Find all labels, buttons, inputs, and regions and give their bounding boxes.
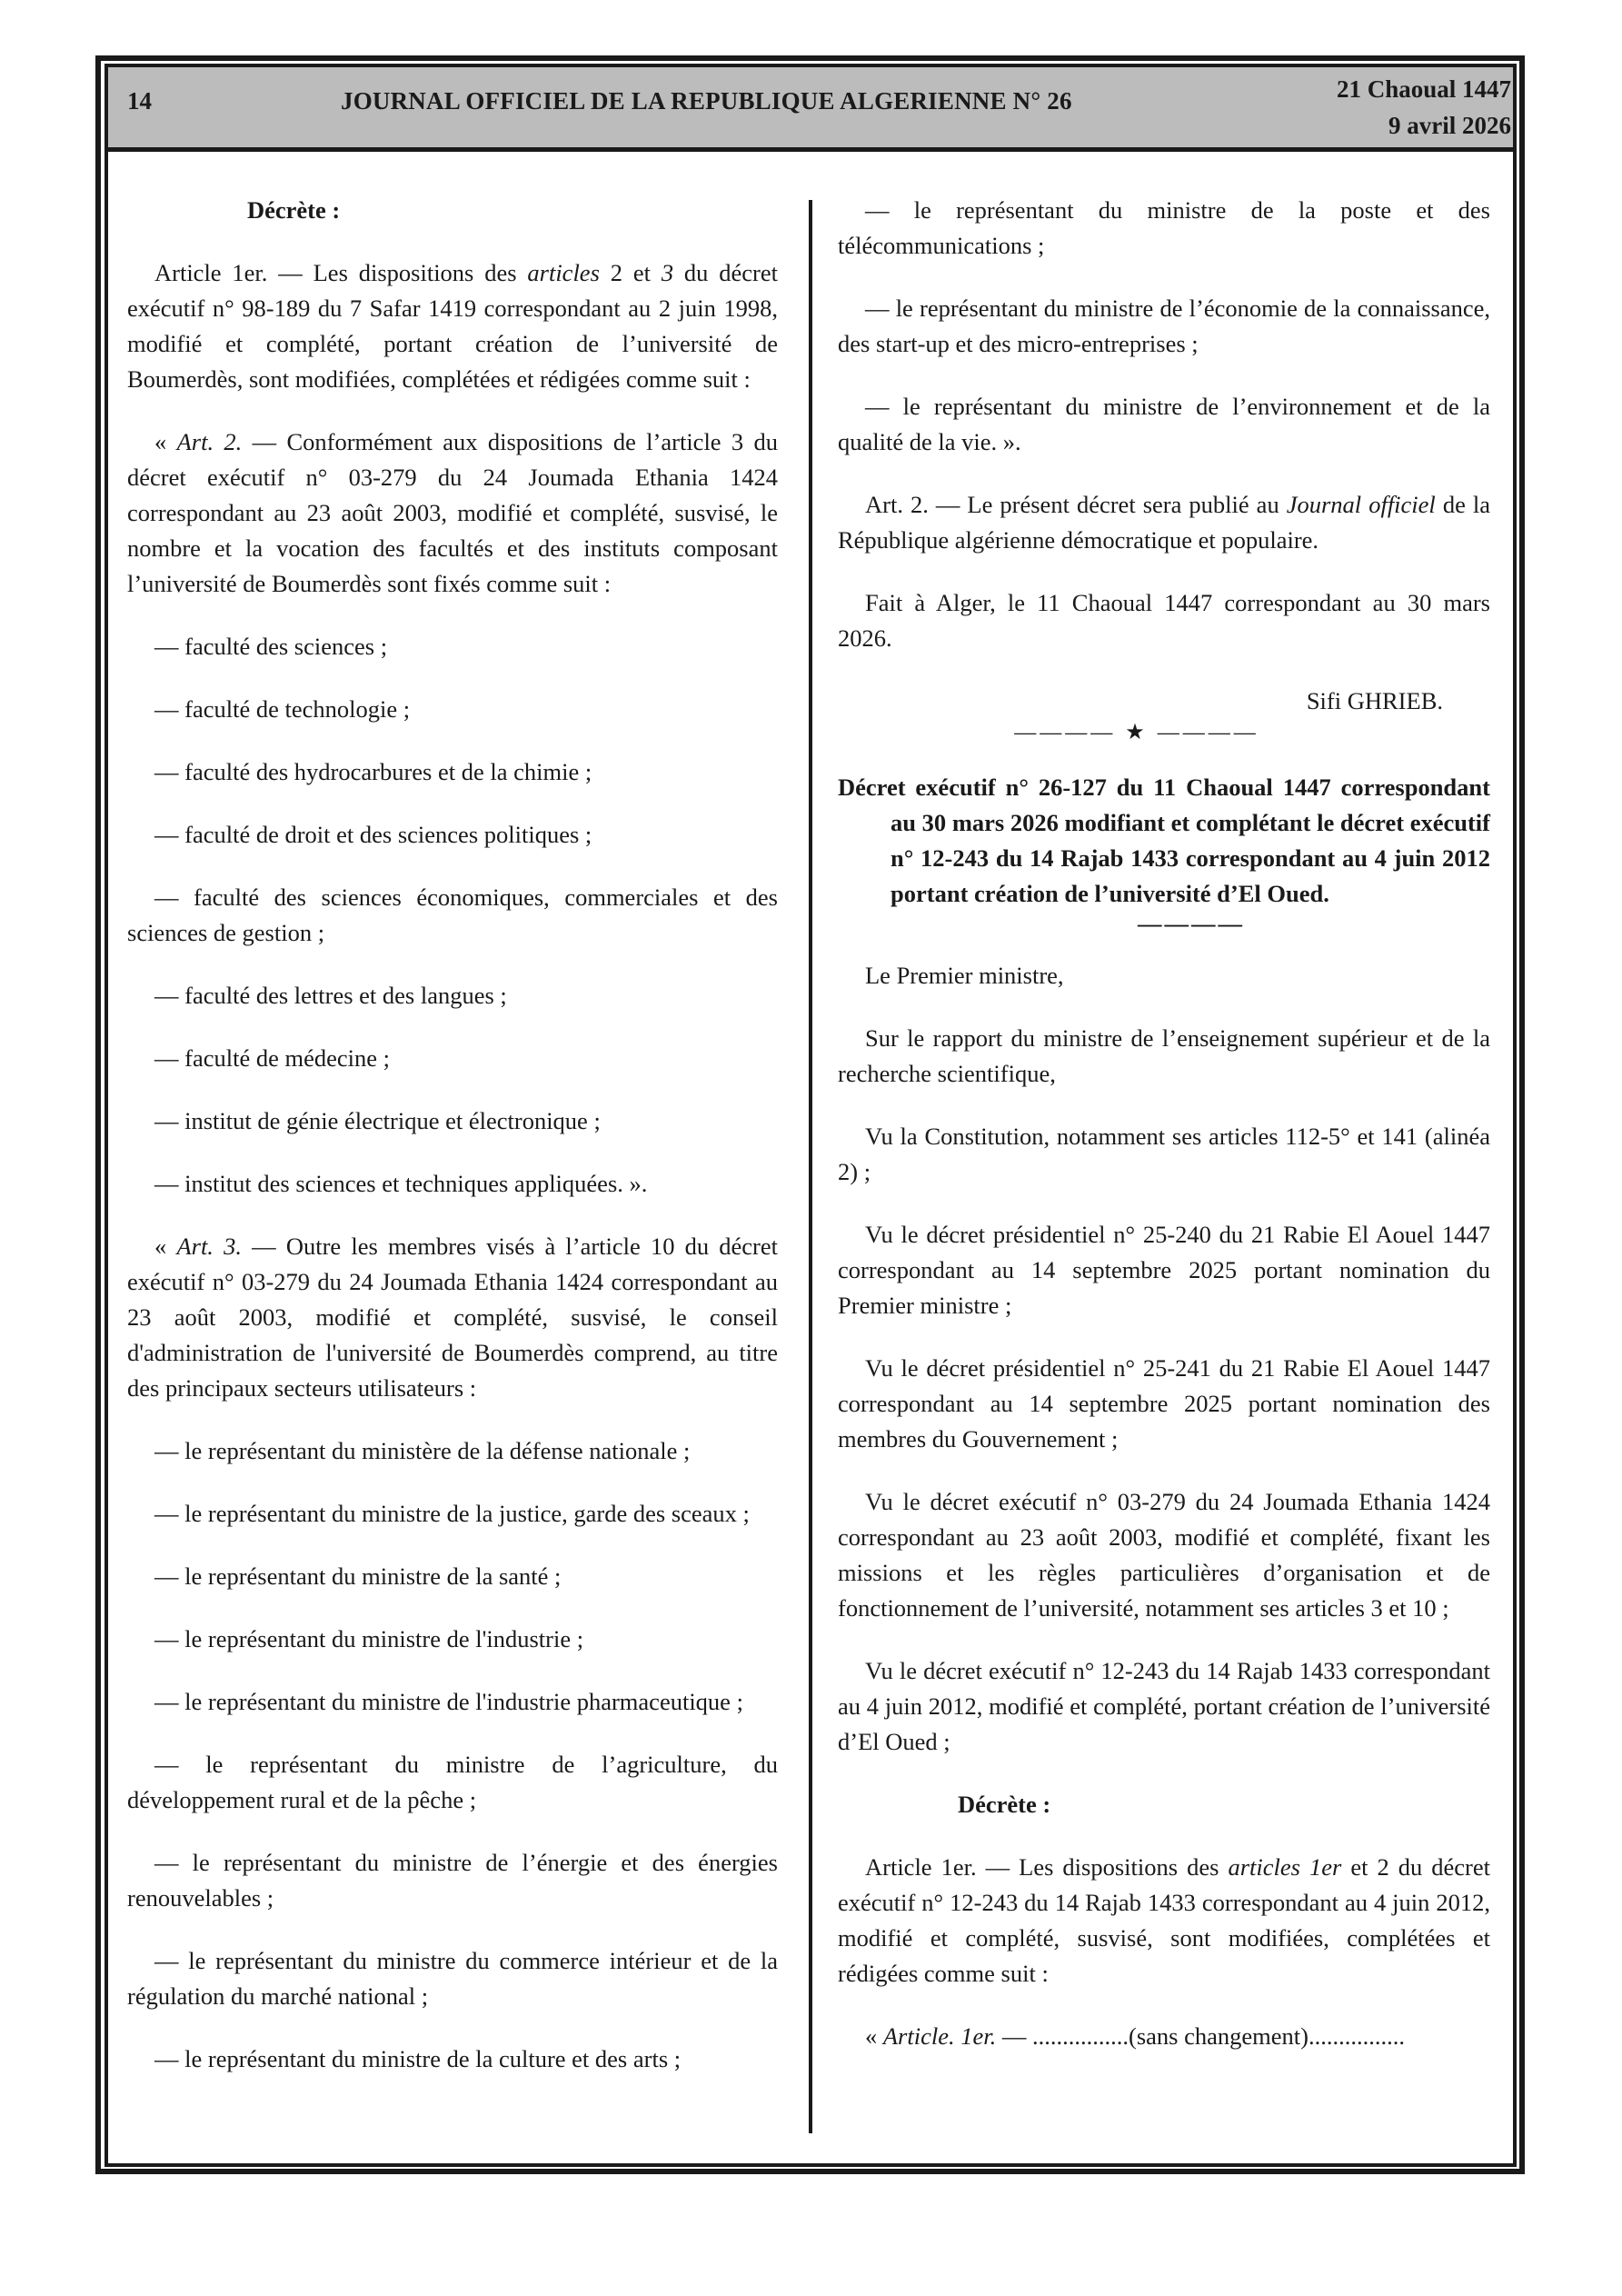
faculty-item: — faculté des hydrocarbures et de la chimie ; xyxy=(154,758,592,785)
page-number: 14 xyxy=(127,87,152,115)
article-1-suffix: du décret exécutif n° 98-189 du 7 Safar 1419 correspondant au 2 juin 1998, modifié et complété, portant création de l’université de Boumerdès, sont modifiées, complétées et rédigées comme suit : xyxy=(127,259,778,393)
art-2-publication-prefix: Art. 2. — Le présent décret sera publié au xyxy=(865,491,1287,518)
faculty-item: — faculté de technologie ; xyxy=(154,695,411,723)
right-column xyxy=(838,193,1490,2081)
representative-item: — le représentant du ministre de l'industrie ; xyxy=(154,1625,584,1652)
left-column xyxy=(127,193,778,2104)
decrete-heading: Décrète : xyxy=(247,196,341,224)
star-separator-icon: ———— ★ ———— xyxy=(1014,721,1259,744)
faculty-item: — institut de génie électrique et électronique ; xyxy=(154,1107,601,1134)
art-3-paragraph xyxy=(127,1229,778,1406)
done-at-paragraph: Fait à Alger, le 11 Chaoual 1447 correspondant au 30 mars 2026. xyxy=(838,589,1490,652)
art-3-label: Art. 3. xyxy=(176,1233,242,1260)
article-1-quoted xyxy=(838,2019,1490,2054)
representative-item: — le représentant du ministre de l’énergie et des énergies renouvelables ; xyxy=(127,1849,778,1912)
column-divider xyxy=(809,200,812,2133)
article-1-italic-3: 3 xyxy=(661,259,674,286)
art-3-text: — Outre les membres visés à l’article 10 du décret exécutif n° 03-279 du 24 Joumada Ethania 1424 correspondant au 23 août 2003, modifié et complété, susvisé, le conseil d'administration de l'université de Boumerdès comprend, au titre des principaux secteurs utilisateurs : xyxy=(127,1233,779,1402)
representative-item: — le représentant du ministre de l’agriculture, du développement rural et de la pêche ; xyxy=(127,1751,778,1813)
representative-item: — le représentant du ministre de l'industrie pharmaceutique ; xyxy=(154,1688,743,1715)
faculty-item: — faculté de médecine ; xyxy=(154,1044,390,1072)
art-2-publication-paragraph xyxy=(838,487,1490,558)
faculty-item: — faculté des sciences ; xyxy=(154,633,388,660)
decrete-heading: Décrète : xyxy=(958,1791,1051,1818)
issue-date-hijri: 21 Chaoual 1447 xyxy=(1336,75,1511,103)
article-1-italic-articles: articles 1er xyxy=(1228,1853,1342,1881)
preamble-item: Vu le décret présidentiel n° 25-241 du 21 Rabie El Aouel 1447 correspondant au 14 septembre 2025 portant nomination des membres du Gouvernement ; xyxy=(838,1354,1490,1452)
leader-dots: ................ xyxy=(1032,2022,1129,2050)
article-1-prefix: Article 1er. — Les dispositions des xyxy=(865,1853,1229,1881)
preamble-item: Le Premier ministre, xyxy=(865,962,1064,989)
representative-item: — le représentant du ministre de la culture et des arts ; xyxy=(154,2045,682,2072)
faculty-item: — institut des sciences et techniques appliquées. ». xyxy=(154,1170,648,1197)
representative-item: — le représentant du ministre de l’économie de la connaissance, des start-up et des micro-entreprises ; xyxy=(838,294,1490,357)
representative-item: — le représentant du ministre de l’environnement et de la qualité de la vie. ». xyxy=(838,393,1490,455)
representative-item: — le représentant du ministre de la poste et des télécommunications ; xyxy=(838,196,1490,259)
leader-dots: ................ xyxy=(1308,2022,1405,2050)
journal-officiel-italic: Journal officiel xyxy=(1286,491,1436,518)
sans-changement-text: (sans changement) xyxy=(1129,2022,1309,2050)
preamble-item: Vu la Constitution, notamment ses articles 112-5° et 141 (alinéa 2) ; xyxy=(838,1123,1490,1185)
preamble-item: Vu le décret exécutif n° 12-243 du 14 Rajab 1433 correspondant au 4 juin 2012, modifié et complété, portant création de l’université d’El Oued ; xyxy=(838,1657,1490,1755)
article-1-suffix: et 2 du décret exécutif n° 12-243 du 14 Rajab 1433 correspondant au 4 juin 2012, modifié et complété, susvisé, sont modifiées, complétées et rédigées comme suit : xyxy=(838,1853,1490,1987)
article-1-paragraph xyxy=(838,1850,1490,1992)
article-1-paragraph xyxy=(127,255,778,397)
art-2-publication-suffix: de la République algérienne démocratique et populaire. xyxy=(838,491,1490,554)
faculty-item: — faculté de droit et des sciences politiques ; xyxy=(154,821,592,848)
signature: Sifi GHRIEB. xyxy=(1306,687,1443,714)
journal-title: JOURNAL OFFICIEL DE LA REPUBLIQUE ALGERIENNE N° 26 xyxy=(341,87,1072,115)
representative-item: — le représentant du ministère de la défense nationale ; xyxy=(154,1437,691,1464)
art-2-text: — Conformément aux dispositions de l’article 3 du décret exécutif n° 03-279 du 24 Joumada Ethania 1424 correspondant au 23 août 2003, modifié et complété, susvisé, le nombre et la vocation des facultés et des instituts composant l’université de Boumerdès sont fixés comme suit : xyxy=(127,428,778,597)
representative-item: — le représentant du ministre de la santé ; xyxy=(154,1562,562,1590)
art-2-paragraph xyxy=(127,424,778,602)
preamble-item: Vu le décret présidentiel n° 25-240 du 21 Rabie El Aouel 1447 correspondant au 14 septembre 2025 portant nomination du Premier ministre ; xyxy=(838,1221,1490,1319)
faculty-item: — faculté des lettres et des langues ; xyxy=(154,982,507,1009)
article-1-prefix: Article 1er. — Les dispositions des xyxy=(154,259,528,286)
article-1-mid: 2 et xyxy=(599,259,662,286)
issue-date xyxy=(1337,71,1511,144)
preamble-item: Vu le décret exécutif n° 03-279 du 24 Joumada Ethania 1424 correspondant au 23 août 2003, modifié et complété, fixant les missions et les règles particulières d’organisation et de fonctionnement de l’université, notamment ses articles 3 et 10 ; xyxy=(838,1488,1490,1622)
em-dash: — xyxy=(996,2022,1032,2050)
quote-open: « xyxy=(154,428,177,455)
dash-separator: ———— xyxy=(1138,910,1245,937)
quote-open: « xyxy=(154,1233,177,1260)
representative-item: — le représentant du ministre du commerce intérieur et de la régulation du marché national ; xyxy=(127,1947,778,2010)
quote-open: « xyxy=(865,2022,883,2050)
issue-date-gregorian: 9 avril 2026 xyxy=(1388,112,1511,139)
article-1-quoted-label: Article. 1er. xyxy=(882,2022,997,2050)
art-2-label: Art. 2. xyxy=(176,428,243,455)
representative-item: — le représentant du ministre de la justice, garde des sceaux ; xyxy=(154,1500,750,1527)
preamble-item: Sur le rapport du ministre de l’enseignement supérieur et de la recherche scientifique, xyxy=(838,1024,1490,1087)
decree-title: Décret exécutif n° 26-127 du 11 Chaoual 1447 correspondant au 30 mars 2026 modifiant et complétant le décret exécutif n° 12-243 du 14 Rajab 1433 correspondant au 4 juin 2012 portant création de l’université d’El Oued. xyxy=(838,774,1490,907)
article-1-italic-articles: articles xyxy=(527,259,600,286)
faculty-item: — faculté des sciences économiques, commerciales et des sciences de gestion ; xyxy=(127,883,778,946)
